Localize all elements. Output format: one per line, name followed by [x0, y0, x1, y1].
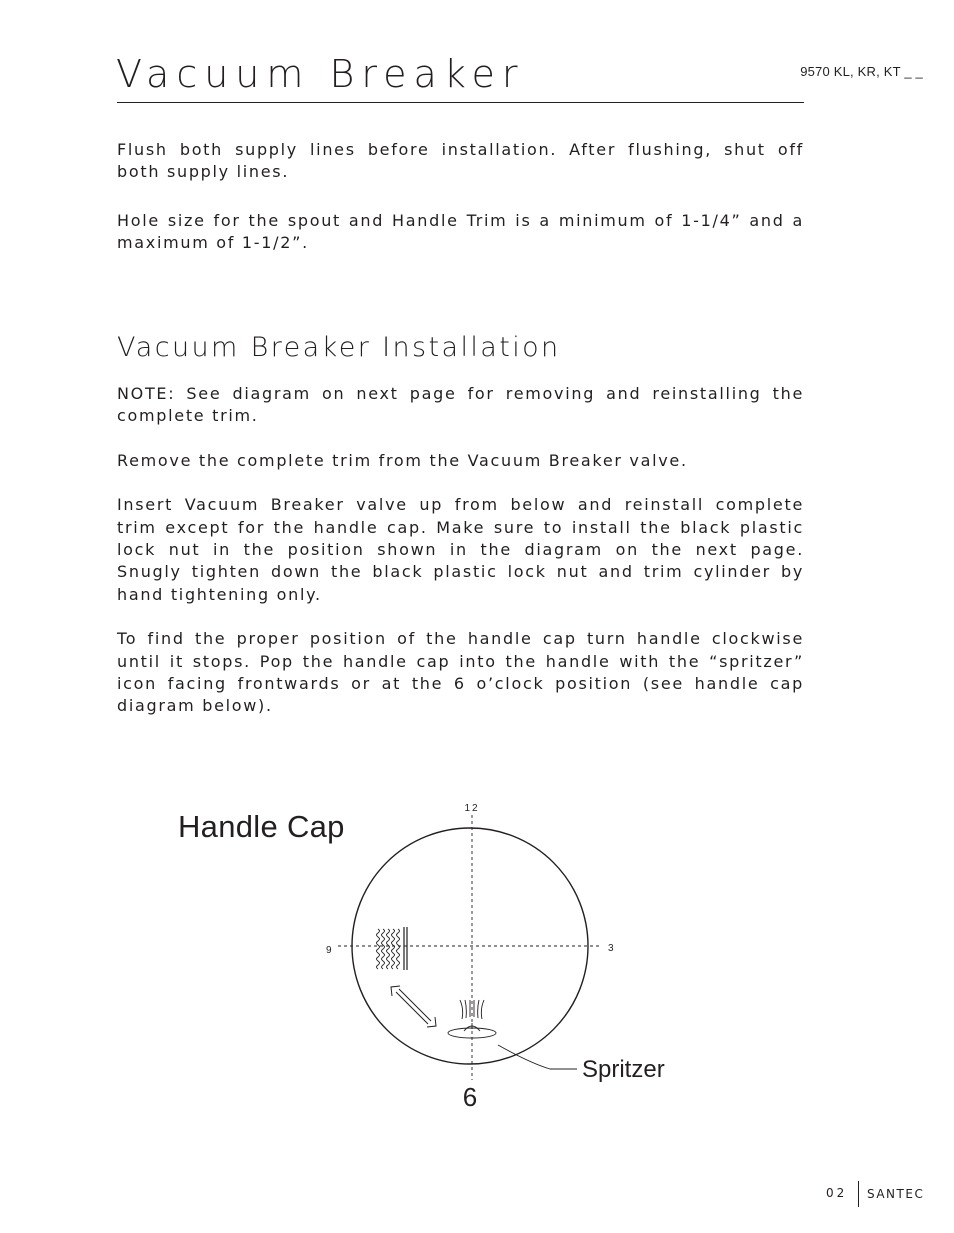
- install-paragraph-remove: Remove the complete trim from the Vacuum Breaker valve.: [117, 450, 688, 470]
- clock-label-9: 9: [326, 945, 332, 956]
- model-code: 9570 KL, KR, KT _ _: [800, 64, 923, 79]
- installation-section: [117, 383, 804, 718]
- install-paragraph-note: NOTE: See diagram on next page for removing and reinstalling the complete trim.: [117, 384, 804, 426]
- footer-divider: [858, 1181, 859, 1207]
- page-number: 02: [826, 1186, 848, 1200]
- intro-section: [117, 139, 804, 255]
- clock-label-12: 12: [464, 803, 480, 814]
- handle-cap-circle: [352, 828, 588, 1064]
- rotate-arrow-icon: [391, 986, 436, 1027]
- clock-label-3: 3: [608, 943, 614, 954]
- page-title: Vacuum Breaker: [116, 52, 525, 96]
- stream-icon: [377, 927, 408, 970]
- install-paragraph-position: To find the proper position of the handle cap turn handle clockwise until it stops. Pop the handle cap into the handle with the “spritzer” icon facing frontwards or at the 6 o’clock position (see handle cap diagram below).: [117, 629, 804, 716]
- install-paragraph-insert: Insert Vacuum Breaker valve up from below and reinstall complete trim except for the handle cap. Make sure to install the black plastic lock nut in the position shown in the diagram on the next page. Snugly tighten down the black plastic lock nut and trim cylinder by hand tightening only.: [117, 495, 804, 604]
- title-rule: [117, 102, 804, 103]
- diagram-title: Handle Cap: [178, 809, 345, 844]
- intro-paragraph-flush: Flush both supply lines before installation. After flushing, shut off both supply lines.: [117, 140, 804, 182]
- spritzer-callout-line: [498, 1045, 577, 1069]
- spritzer-icon: [448, 1000, 496, 1038]
- intro-paragraph-hole-size: Hole size for the spout and Handle Trim is a minimum of 1-1/4” and a maximum of 1-1/2”.: [117, 210, 804, 253]
- section-heading: Vacuum Breaker Installation: [117, 332, 561, 363]
- clock-label-6: 6: [462, 1082, 478, 1112]
- spritzer-label: Spritzer: [582, 1056, 665, 1083]
- brand-name: SANTEC: [867, 1187, 925, 1201]
